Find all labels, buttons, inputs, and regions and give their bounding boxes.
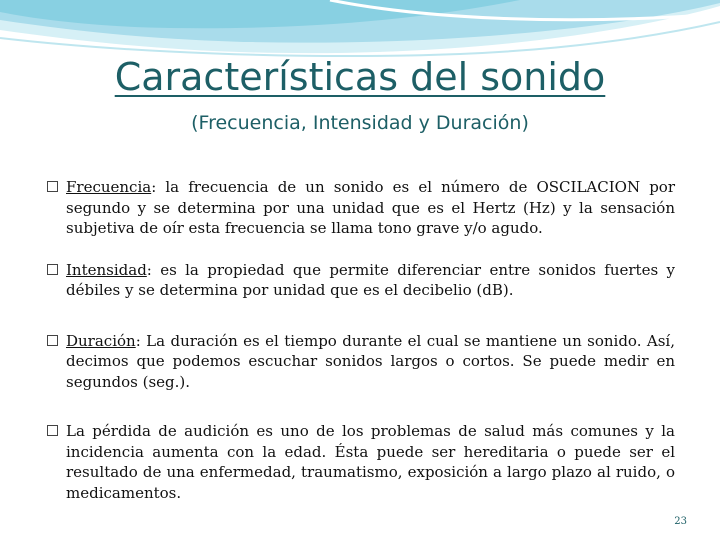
bullet-text: : la frecuencia de un sonido es el número de OSCILACION por segundo y se determina por una unidad que es el Hertz (Hz) y la sensación subjetiva de oír esta frecuencia se llama tono grave y/o agudo. [66, 178, 675, 237]
page-number: 23 [674, 516, 687, 527]
slide-title-text: Características del sonido [114, 55, 606, 99]
slide-subtitle: (Frecuencia, Intensidad y Duración) [191, 112, 529, 134]
bullet-term: Duración [66, 331, 136, 350]
bullet-marker-icon [47, 335, 58, 346]
slide-title [0, 52, 720, 102]
bullet-frecuencia [47, 177, 675, 239]
bullet-list [47, 177, 675, 503]
bullet-term: Intensidad [66, 260, 147, 279]
bullet-term: Frecuencia [66, 178, 152, 196]
bullet-marker-icon [47, 264, 58, 275]
bullet-perdida-audicion [47, 421, 675, 503]
bullet-text: : La duración es el tiempo durante el cual se mantiene un sonido. Así, decimos que podemos escuchar sonidos largos o cortos. Se puede medir en segundos (seg.). [66, 331, 675, 391]
bullet-marker-icon [47, 425, 58, 436]
bullet-duracion [47, 331, 675, 393]
bullet-text: La pérdida de audición es uno de los problemas de salud más comunes y la incidencia aumenta con la edad. Ésta puede ser hereditaria o puede ser el resultado de una enfermedad, traumatismo, exposición a largo plazo al ruido, o medicamentos. [66, 422, 675, 502]
bullet-intensidad [47, 260, 675, 301]
bullet-text: : es la propiedad que permite diferenciar entre sonidos fuertes y débiles y se determina por unidad que es el decibelio (dB). [66, 260, 675, 299]
bullet-marker-icon [47, 181, 58, 192]
